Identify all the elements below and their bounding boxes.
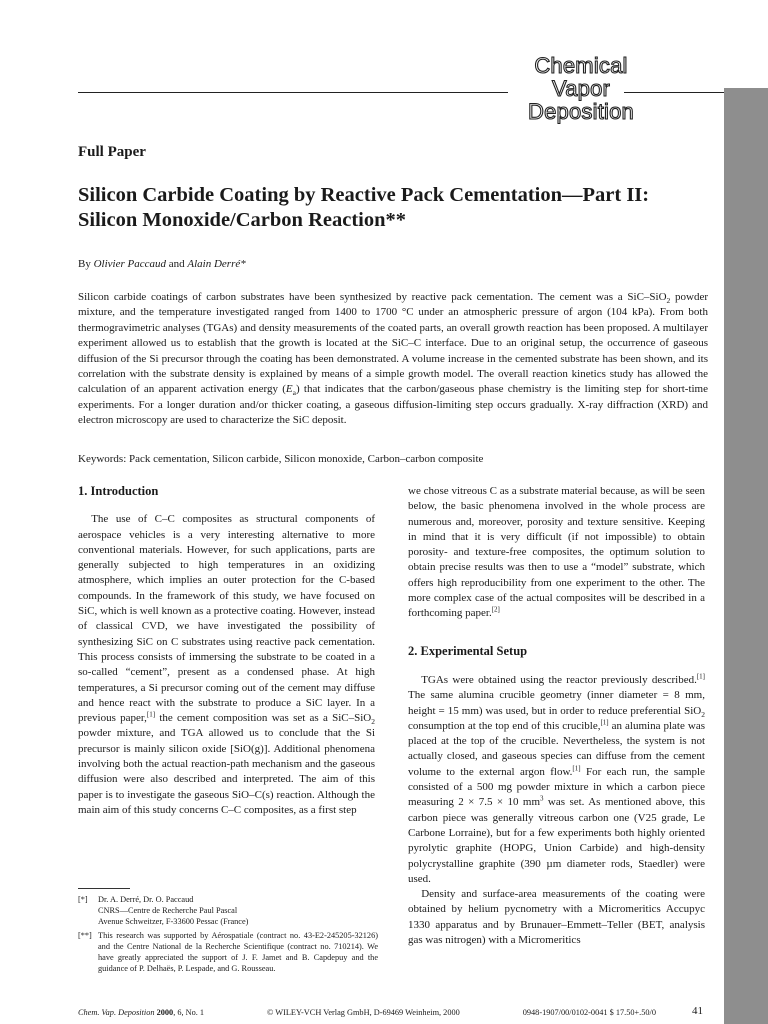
section-heading-introduction: 1. Introduction [78,484,159,498]
footer-code: 0948-1907/00/0102-0041 $ 17.50+.50/0 [522,1008,656,1017]
title-line1: Silicon Carbide Coating by Reactive Pack Cementation—Part II: [78,184,650,206]
journal-logo [510,54,652,123]
intro-paragraph-1: The use of C–C composites as structural components of aerospace vehicles is a very interesting alternative to more conventional materials. However, for such applications, parts are generally subjected to high temperatures in an oxidizing atmosphere, which implies an outer protection for the C-based compounds. In the framework of this study, we have focused on SiC, which is well known as a protective coating. However, instead of classical CVD, we have investigated the possibility of synthesizing SiC on C substrates using reactive pack cementation. This process consists of immersing the substrate to be coated in a so-called “cement”, present as a condensed phase. At high temperatures, a Si precursor coming out of the cement may diffuse and hence react with the substrate to produce a SiC layer. In a previous paper,[1] the cement composition was set as a SiC–SiO$_2$ powder mixture, and TGA allowed us to conclude that the Si precursor is mainly silicon oxide [SiO(g)]. Additional phenomena involving both the actual reaction-path mechanism and the gaseous diffusion were also described and interpreted. The aim of this paper is to investigate the gaseous SiO–C(s) reaction. Although the main aim of this study concerns C–C composites, as a first step [78,513,375,816]
footer-publisher: © WILEY-VCH Verlag GmbH, D-69469 Weinheim, 2000 [267,1008,460,1017]
intro-paragraph-1-continued: we chose vitreous C as a substrate material because, as will be seen below, the basic phenomena involved in the whole process are numerous and, moreover, porosity and texture sensitive. Keeping in mind that it is very difficult (if not impossible) to obtain porosity- and texture-free composites, the optimum solution to obtain precise results was then to use a “model” substrate, which offers high reproducibility from one experiment to the other. The more complex case of the actual composites will be described in a forthcoming paper.[2] [408,485,705,620]
citation-ref: [1] [600,718,609,727]
title-line2: Silicon Monoxide/Carbon Reaction** [78,209,407,231]
author-2: Alain Derré* [187,258,246,270]
author-prefix: By [78,258,91,270]
citation-ref: [1] [572,764,581,773]
section-type: Full Paper [78,144,146,160]
page-number: 41 [692,1005,703,1017]
column-left [78,484,375,818]
column-right [408,484,705,948]
citation-ref: [1] [696,672,705,681]
citation-ref: [1] [146,710,156,719]
journal-logo-line1: Chemical [534,53,628,78]
footnote-acknowledgement: [**] This research was supported by Aérospatiale (contract no. 43-E2-245205-32126) and the Centre National de la Recherche Scientifique (contract no. 710214). We have greatly appreciated the support of J. F. Jamet and B. Capdepuy and the guidance of P. Delhaës, P. Lespade, and G. Rousseau. [78,931,378,973]
author-conj: and [168,258,185,270]
header-rule-left [78,92,508,93]
author-1: Olivier Paccaud [93,258,166,270]
footnote-author-address: [*] Dr. A. Derré, Dr. O. Paccaud CNRS—Centre de Recherche Paul Pascal Avenue Schweitzer, F-33600 Pessac (France) [78,895,249,926]
footnotes [78,894,378,977]
journal-logo-line3: Deposition [528,99,634,124]
citation-ref: [2] [491,605,500,614]
abstract: Silicon carbide coatings of carbon substrates have been synthesized by reactive pack cementation. The cement was a SiC–SiO$_2$ powder mixture, and the temperature investigated ranged from 1400 to 1700 °C under an atmospheric pressure of argon (104 kPa). From both thermogravimetric analyses (TGAs) and density measurements of the coated parts, an overall growth reaction has been proposed. A multilayer experiment allowed us to establish that the growth is located at the SiC–C interface. Due to an original setup, the occurrence of gaseous diffusion of the Si precursor through the coating has been demonstrated. A volume increase in the cemented substrate has been shown, and its correlation with the substrate density is explained by means of a simple growth model. The overall reaction kinetics study has allowed the calculation of an apparent activation energy $(E_a)$ that indicates that the carbon/gaseous phase chemistry is the limiting step for short-time experiments. For a longer duration and/or thicker coating, a gaseous diffusion-limiting step occurs gradually. X-ray diffraction (XRD) and electron microscopy are used to characterize the SiC deposit. [78,291,708,427]
paper-title [78,183,718,233]
footer-citation: Chem. Vap. Deposition 2000, 6, No. 1 [78,1008,205,1017]
author-line [78,258,246,270]
section-heading-experimental-setup: 2. Experimental Setup [408,643,528,658]
page-footer [78,1008,708,1017]
setup-paragraph-1: TGAs were obtained using the reactor previously described.[1] The same alumina crucible geometry (inner diameter = 8 mm, height = 15 mm) was used, but in order to reduce preferential SiO$_2$ consumption at the top end of this crucible,[1] an alumina plate was placed at the top of the crucible. Nevertheless, the system is not actually closed, and gaseous species can diffuse from the cement volume to the external argon flow.[1] For each run, the sample consisted of a 500 mg powder mixture in which a carbon piece measuring 2 × 7.5 × 10 $mm^3$ was set. As mentioned above, this carbon piece was generally vitreous carbon one (V25 grade, Le Carbone Lorraine), but for a few experiments both highly oriented pyrolytic graphite (HOPG, Union Carbide) and high-density polycrystalline graphite (390 µm diameter rods, Staedler) were used. [408,672,705,885]
setup-paragraph-2: Density and surface-area measurements of the coating were obtained by helium pycnometry with a Micromeritics Accupyc 1330 apparatus and by Brunauer–Emmett–Teller (BET, analysis gas was nitrogen) with a Micromeritics [408,888,705,947]
footnote-rule [78,888,130,889]
journal-logo-line2: Vapor [551,76,611,101]
keywords: Keywords: Pack cementation, Silicon carbide, Silicon monoxide, Carbon–carbon composite [78,453,484,465]
page-edge-bar [724,88,768,1024]
